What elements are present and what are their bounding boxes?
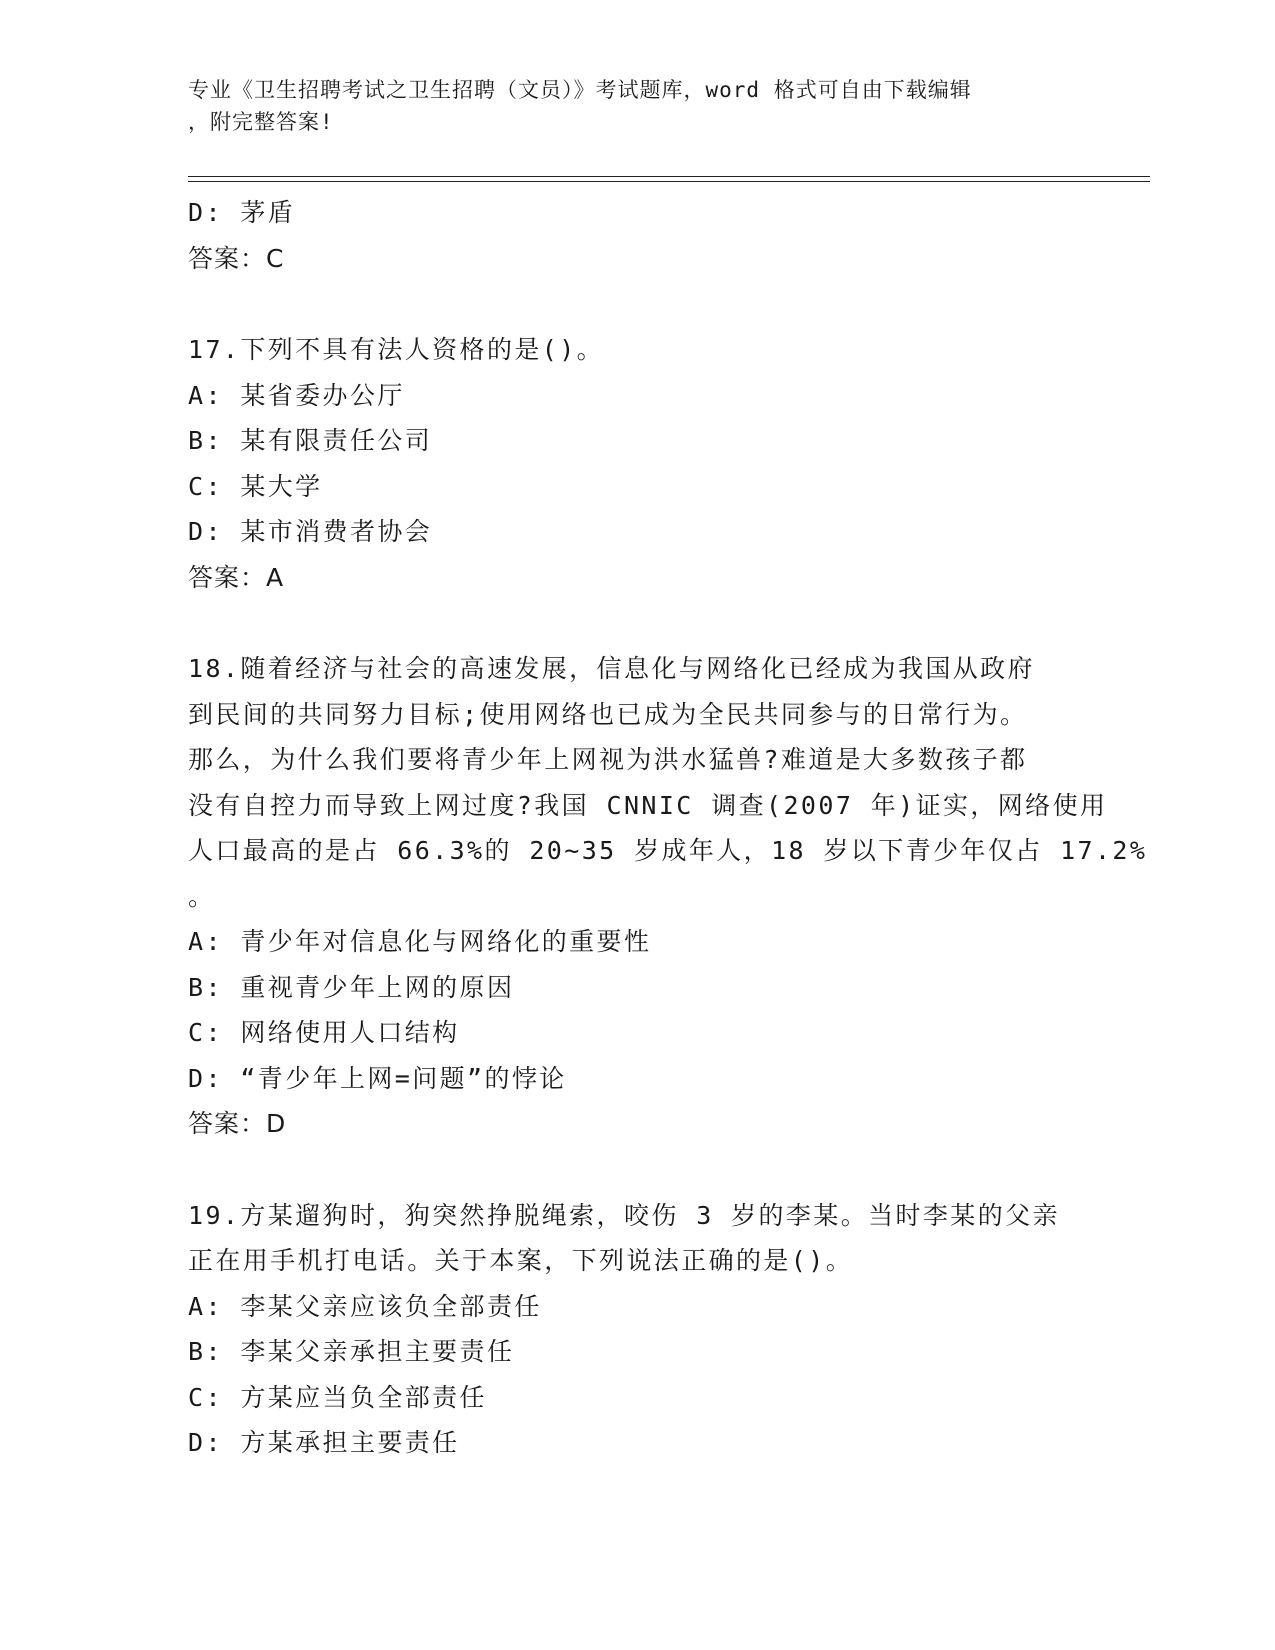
stem-line: 人口最高的是占 66.3%的 20~35 岁成年人，18 岁以下青少年仅占 17.2%	[188, 836, 1148, 865]
option-c: C: 方某应当负全部责任	[188, 1382, 487, 1412]
answer-line: 答案：A	[188, 562, 285, 592]
option-d: D: “青少年上网=问题”的悖论	[188, 1063, 567, 1093]
answer-line: 答案：D	[188, 1109, 287, 1138]
stem-line: 到民间的共同努力目标;使用网络也已成为全民共同参与的日常行为。	[188, 699, 1028, 729]
header-line-2: ，附完整答案!	[188, 110, 334, 134]
stem-line: 17.下列不具有法人资格的是()。	[188, 335, 605, 364]
option-d: D: 方某承担主要责任	[188, 1428, 460, 1457]
option-a: A: 李某父亲应该负全部责任	[188, 1291, 542, 1321]
stem-line: 正在用手机打电话。关于本案，下列说法正确的是()。	[188, 1246, 854, 1275]
stem-line: 18.随着经济与社会的高速发展，信息化与网络化已经成为我国从政府	[188, 654, 1035, 683]
option-b: B: 李某父亲承担主要责任	[188, 1337, 515, 1366]
option-b: B: 重视青少年上网的原因	[188, 972, 515, 1002]
header-divider-bottom	[188, 181, 1150, 182]
option-b: B: 某有限责任公司	[188, 426, 433, 455]
option-c: C: 某大学	[188, 471, 323, 501]
question-stem	[188, 646, 1148, 919]
stem-line: 那么，为什么我们要将青少年上网视为洪水猛兽?难道是大多数孩子都	[188, 745, 1028, 774]
stem-line: 。	[188, 881, 216, 911]
option-d: D: 茅盾	[188, 198, 296, 227]
option-a: A: 某省委办公厅	[188, 380, 405, 410]
stem-line: 19.方某遛狗时，狗突然挣脱绳索，咬伤 3 岁的李某。当时李某的父亲	[188, 1200, 1060, 1230]
header-line-1: 专业《卫生招聘考试之卫生招聘（文员）》考试题库，word 格式可自由下载编辑	[188, 78, 972, 102]
stem-line: 没有自控力而导致上网过度?我国 CNNIC 调查(2007 年)证实，网络使用	[188, 790, 1108, 820]
answer-line: 答案：C	[188, 243, 285, 273]
option-d: D: 某市消费者协会	[188, 517, 433, 546]
header-divider-top	[188, 176, 1150, 177]
option-c: C: 网络使用人口结构	[188, 1018, 460, 1047]
question-16-tail	[188, 190, 1088, 281]
document-header	[188, 74, 1088, 138]
question-stem	[188, 1193, 1088, 1284]
question-list	[188, 190, 1148, 1466]
question-19	[188, 1193, 1088, 1466]
question-18	[188, 646, 1148, 1147]
question-stem	[188, 327, 1088, 373]
question-17	[188, 327, 1088, 600]
option-a: A: 青少年对信息化与网络化的重要性	[188, 927, 652, 956]
